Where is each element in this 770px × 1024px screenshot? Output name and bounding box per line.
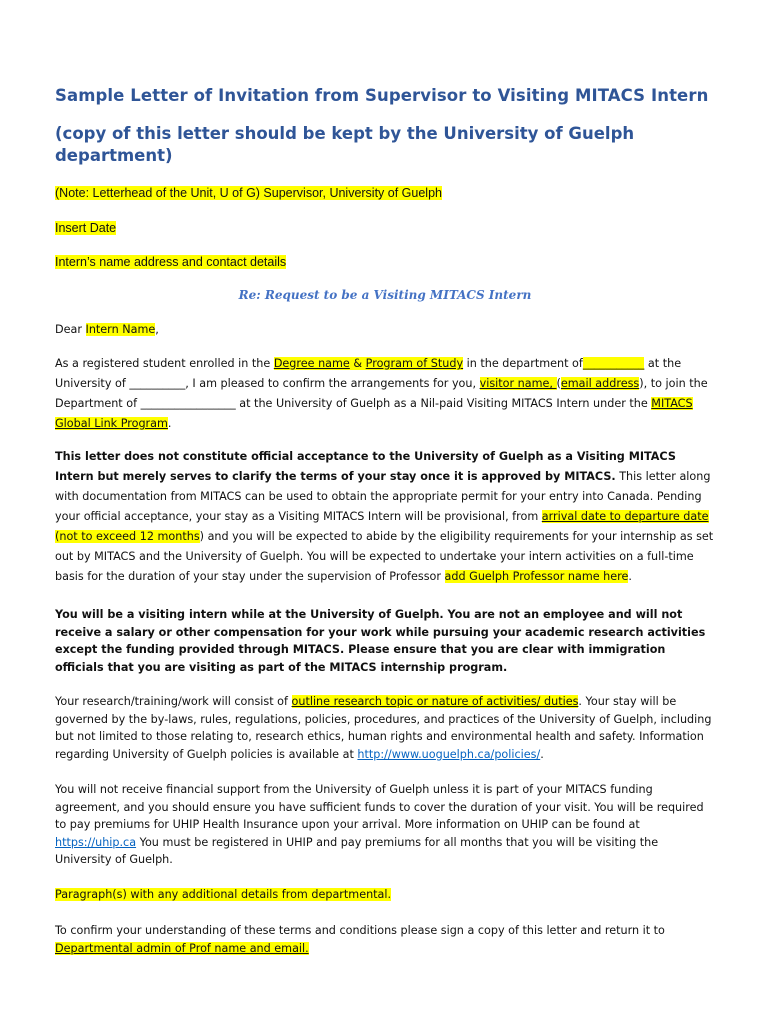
professor-name-field: add Guelph Professor name here	[444, 570, 629, 583]
additional-details-field: Paragraph(s) with any additional details from departmental.	[55, 888, 392, 901]
salutation-suffix: ,	[155, 323, 159, 336]
visitor-name-field: visitor name,	[479, 377, 557, 390]
intern-details-line	[55, 255, 735, 269]
text-run: You will not receive financial support from the University of Guelph unless it is part of your MITACS funding agreement, and you should ensure you have sufficient funds to cover the duration of your visit. You will be required to pay premiums for UHIP Health Insurance upon your arrival. More information on UHIP can be found at	[55, 783, 704, 831]
policies-link[interactable]: http://www.uoguelph.ca/policies/	[357, 747, 541, 761]
department-blank: ___________	[582, 357, 645, 370]
paragraph-confirm	[55, 922, 715, 957]
letter-title: Sample Letter of Invitation from Supervisor to Visiting MITACS Intern	[55, 86, 709, 105]
text-run: This letter along with documentation from MITACS can be used to obtain the appropriate permit for your entry into Canada. Pending your official acceptance, your stay as a Visiting MITACS Intern will be provisional, from	[55, 470, 711, 523]
uhip-link[interactable]: https://uhip.ca	[55, 835, 137, 849]
paragraph-research	[55, 693, 715, 763]
text-run: at the University of Guelph as a Nil-paid Visiting MITACS Intern under the	[235, 397, 652, 410]
paragraph-enrollment	[55, 354, 715, 434]
research-topic-field: outline research topic or nature of activities/ duties	[291, 695, 579, 708]
department-name-blank: _________________	[140, 397, 236, 410]
insert-date-text: Insert Date	[55, 221, 117, 235]
text-run: , I am pleased to confirm the arrangements for you,	[185, 377, 480, 390]
text-run: Your research/training/work will consist of	[55, 695, 292, 708]
letterhead-note-text: (Note: Letterhead of the Unit, U of G) Supervisor, University of Guelph	[55, 186, 442, 200]
intern-name-field: Intern Name	[85, 323, 156, 336]
insert-date-line	[55, 221, 735, 235]
text-run: .	[167, 417, 172, 430]
acceptance-disclaimer: This letter does not constitute official acceptance to the University of Guelph as a Visiting MITACS Intern but merely serves to clarify the terms of your stay once it is approved by MITACS.	[55, 450, 676, 483]
duration-limit-field: (not to exceed 12 months	[55, 530, 200, 543]
letter-subtitle: (copy of this letter should be kept by the University of Guelph department)	[55, 124, 635, 165]
arrival-departure-field: arrival date to departure date	[541, 510, 709, 523]
re-line: Re: Request to be a Visiting MITACS Intern	[238, 288, 532, 302]
text-run: in the department of	[463, 357, 583, 370]
ampersand: &	[349, 357, 366, 370]
intern-details-text: Intern’s name address and contact details	[55, 255, 287, 269]
department-admin-field: Departmental admin of Prof name and email.	[55, 941, 309, 955]
text-run: at the University of	[55, 357, 682, 390]
text-run: You must be registered in UHIP and pay premiums for all months that you will be visiting the University of Guelph.	[55, 835, 659, 866]
program-of-study-field: Program of Study	[365, 357, 464, 370]
text-run: ) and you will be expected to abide by the eligibility requirements for your internship as set out by MITACS and the University of Guelph. You will be expected to undertake your intern activities on a full-time basis for the duration of your stay under the supervision of Professor	[55, 530, 714, 583]
global-link-program-field: MITACS Global Link Program	[55, 397, 693, 430]
text-run: .	[628, 570, 632, 583]
text-run: (	[556, 377, 561, 390]
salutation	[55, 320, 715, 340]
text-run: To confirm your understanding of these terms and conditions please sign a copy of this letter and return it to	[55, 924, 665, 937]
paragraph-additional	[55, 885, 715, 905]
text-run: . Your stay will be governed by the by-laws, rules, regulations, policies, procedures, and practices of the University of Guelph, including but not limited to those relating to, research ethics, human rights and environmental health and safety. Information regarding University of Guelph policies is available at	[55, 695, 712, 761]
paragraph-financial	[55, 781, 715, 869]
paragraph-acceptance	[55, 447, 715, 587]
text-run: .	[540, 747, 544, 761]
email-address-field: email address	[560, 377, 640, 390]
degree-name-field: Degree name	[273, 357, 350, 370]
text-run: ), to join the Department of	[55, 377, 708, 410]
letterhead-note	[55, 186, 735, 200]
paragraph-visiting-status: You will be a visiting intern while at the University of Guelph. You are not an employee and will not receive a salary or other compensation for your work while pursuing your academic research activities except the funding provided through MITACS. Please ensure that you are clear with immigration officials that you are visiting as part of the MITACS internship program.	[55, 608, 706, 674]
salutation-prefix: Dear	[55, 323, 86, 336]
text-run: As a registered student enrolled in the	[55, 357, 274, 370]
university-blank: __________	[129, 377, 186, 390]
